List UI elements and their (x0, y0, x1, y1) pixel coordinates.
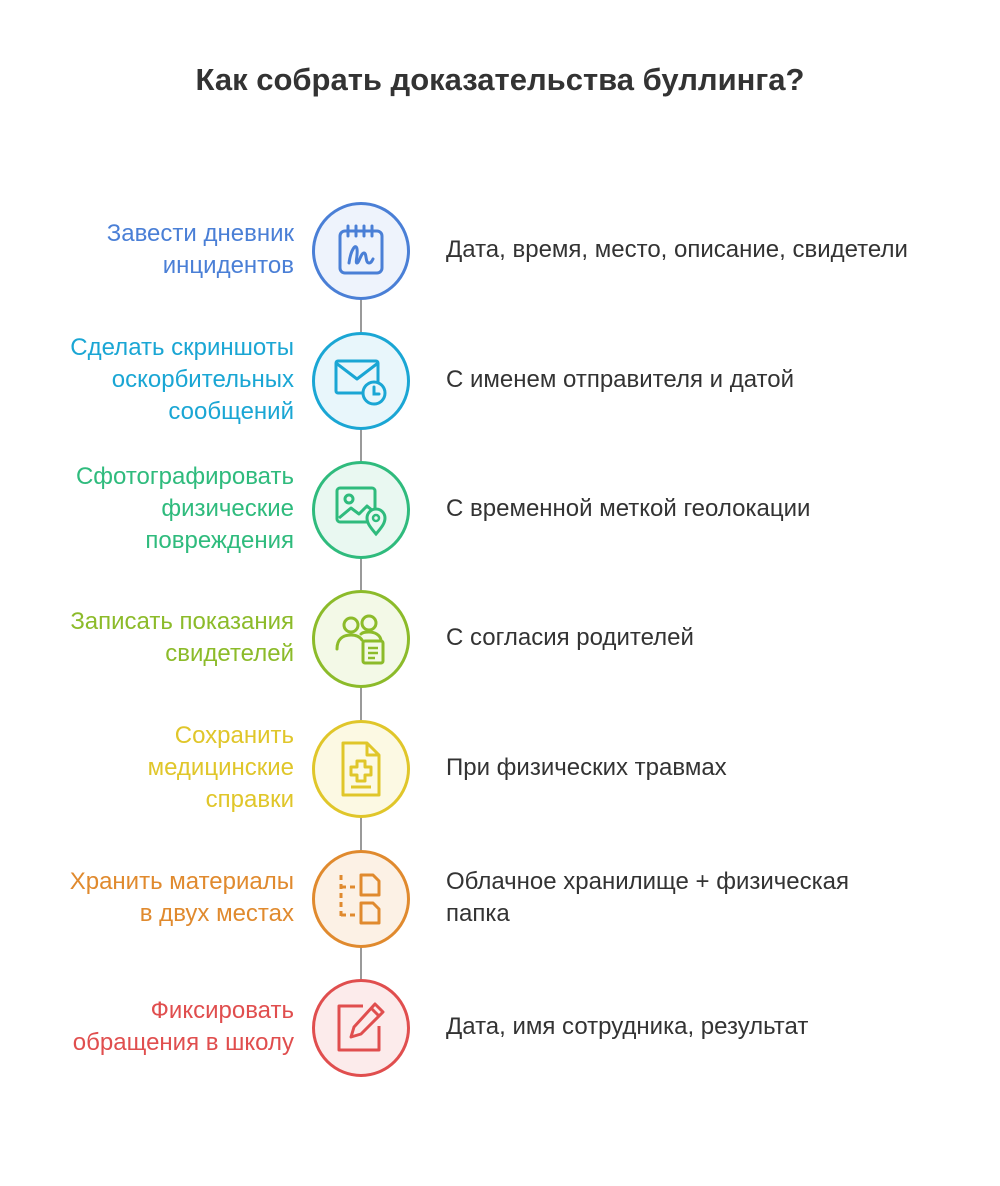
calendar-signature-icon (329, 219, 393, 283)
step-description (446, 493, 976, 525)
step-label-line: сообщений (168, 398, 294, 425)
file-copies-icon (329, 867, 393, 931)
step-label (0, 606, 294, 670)
step-label-line: Фиксировать (150, 997, 294, 1024)
step-description-line: папка (446, 900, 510, 927)
step-label (0, 866, 294, 930)
step-label-line: справки (205, 786, 294, 813)
step-label (0, 218, 294, 282)
step-label-line: физические (161, 495, 294, 522)
connector-line (360, 298, 362, 332)
step-description-line: С согласия родителей (446, 624, 694, 651)
step-description-line: С именем отправителя и датой (446, 366, 794, 393)
step-description (446, 622, 976, 654)
step-row (0, 459, 1000, 559)
step-description (446, 364, 976, 396)
step-label (0, 332, 294, 428)
step-description-line: Дата, время, место, описание, свидетели (446, 236, 908, 263)
step-label-line: обращения в школу (72, 1029, 294, 1056)
step-circle (312, 202, 410, 300)
connector-line (360, 816, 362, 850)
people-document-icon (329, 607, 393, 671)
step-circle (312, 720, 410, 818)
step-circle (312, 461, 410, 559)
step-label-line: Хранить материалы (69, 868, 294, 895)
step-label-line: Завести дневник (106, 220, 294, 247)
step-description (446, 752, 976, 784)
step-description-line: Облачное хранилище + физическая (446, 868, 850, 895)
step-description (446, 1011, 976, 1043)
step-description-line: Дата, имя сотрудника, результат (446, 1013, 809, 1040)
step-label (0, 461, 294, 557)
step-row (0, 718, 1000, 818)
step-circle (312, 332, 410, 430)
connector-line (360, 428, 362, 461)
image-location-icon (329, 478, 393, 542)
connector-line (360, 557, 362, 590)
step-circle (312, 850, 410, 948)
step-label-line: Сохранить (174, 722, 294, 749)
step-label-line: свидетелей (165, 640, 294, 667)
step-label-line: инцидентов (162, 252, 294, 279)
step-label-line: Сделать скриншоты (70, 334, 294, 361)
step-row (0, 588, 1000, 688)
page-title: Как собрать доказательства буллинга? (195, 62, 805, 97)
medical-document-icon (329, 737, 393, 801)
step-label-line: в двух местах (139, 900, 294, 927)
mail-clock-icon (329, 349, 393, 413)
step-row (0, 848, 1000, 948)
step-circle (312, 979, 410, 1077)
step-label-line: медицинские (147, 754, 294, 781)
step-row (0, 977, 1000, 1077)
step-description (446, 866, 976, 930)
step-description (446, 234, 976, 266)
step-label-line: оскорбительных (111, 366, 294, 393)
step-description-line: При физических травмах (446, 754, 727, 781)
step-row (0, 200, 1000, 300)
step-label-line: повреждения (145, 527, 294, 554)
step-row (0, 330, 1000, 430)
connector-line (360, 946, 362, 979)
connector-line (360, 686, 362, 720)
step-label-line: Записать показания (70, 608, 294, 635)
step-description-line: С временной меткой геолокации (446, 495, 811, 522)
step-circle (312, 590, 410, 688)
step-label (0, 995, 294, 1059)
step-label-line: Сфотографировать (75, 463, 294, 490)
edit-pencil-icon (329, 996, 393, 1060)
step-label (0, 720, 294, 816)
